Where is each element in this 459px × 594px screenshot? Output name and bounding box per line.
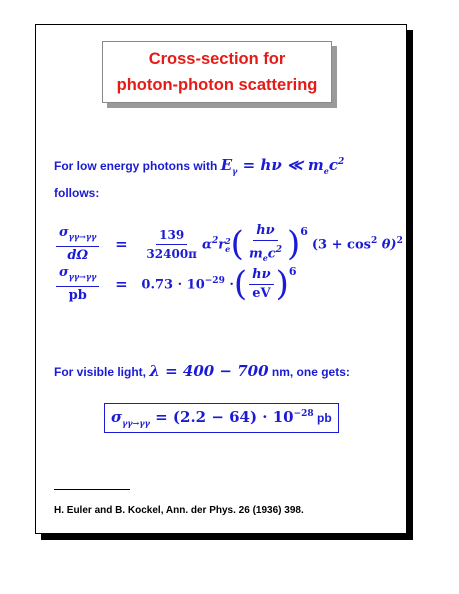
speed-superscript: 2 xyxy=(275,245,282,255)
equation-cross-section-pb xyxy=(54,265,297,304)
footnote-citation: H. Euler and B. Kockel, Ann. der Phys. 26 (1936) 398. xyxy=(54,505,304,516)
mass-symbol: m xyxy=(248,246,263,262)
eq1-coefficient xyxy=(143,227,200,262)
eq1-angular-factor xyxy=(312,236,403,252)
eq1-close-paren: ) xyxy=(286,224,301,265)
eq2-coefficient xyxy=(141,276,233,292)
eq2-lhs-numerator xyxy=(56,265,99,287)
theta-symbol: θ) xyxy=(377,237,397,253)
eq1-lhs-numerator xyxy=(56,225,99,247)
eq2-open-paren: ( xyxy=(233,264,248,305)
angular-factor-power: 2 xyxy=(396,236,403,247)
sigma-subscript: γγ→γγ xyxy=(68,231,97,242)
sigma-subscript: γγ→γγ xyxy=(68,271,97,282)
result-value xyxy=(150,408,314,426)
visible-suffix: nm, one gets: xyxy=(268,365,350,379)
result-range: = (2.2 − 64) · 10 xyxy=(149,408,294,426)
radius-subscript: e xyxy=(225,243,231,254)
eq1-coef-numerator: 139 xyxy=(156,227,187,245)
eq2-dot: · xyxy=(224,277,234,293)
title-line-1: Cross-section for xyxy=(148,50,286,68)
sigma-symbol: σ xyxy=(111,408,123,426)
eq2-paren-numerator: hν xyxy=(249,267,273,285)
eq2-paren-denominator: eV xyxy=(252,285,271,301)
electron-subscript: e xyxy=(323,166,329,176)
result-exponent: −28 xyxy=(293,409,314,419)
alpha-symbol: α xyxy=(201,237,212,253)
intro-lead: For low energy photons with xyxy=(54,159,218,173)
visible-prefix: For visible light, xyxy=(54,365,147,379)
title-line-2: photon-photon scattering xyxy=(116,76,318,94)
sigma-symbol: σ xyxy=(59,265,69,280)
energy-relation xyxy=(221,156,345,174)
eq2-lhs-denominator: pb xyxy=(68,287,87,303)
slide xyxy=(35,24,407,534)
eq1-equals: = xyxy=(115,235,128,254)
light-speed: c xyxy=(328,156,338,174)
energy-superscript: 2 xyxy=(338,157,345,167)
energy-middle: = hν ≪ m xyxy=(237,156,324,174)
sigma-subscript: γγ→γγ xyxy=(122,418,150,428)
energy-subscript: γ xyxy=(232,166,238,176)
radius-superscript: 2 xyxy=(225,235,231,246)
sigma-symbol: σ xyxy=(59,225,69,241)
radius-symbol: r xyxy=(218,237,226,253)
footnote-rule xyxy=(54,489,130,490)
eq1-paren-denominator xyxy=(246,241,285,266)
eq1-paren-fraction xyxy=(246,223,285,266)
eq2-equals: = xyxy=(115,275,128,294)
eq1-alpha-r xyxy=(202,236,231,253)
cos-superscript: 2 xyxy=(370,236,378,247)
eq1-open-paren: ( xyxy=(230,224,244,265)
equation-differential-cross-section xyxy=(54,223,403,266)
eq2-lhs-fraction xyxy=(56,265,99,304)
eq1-lhs-fraction xyxy=(56,225,99,264)
intro-follows: follows: xyxy=(54,186,100,200)
eq2-coef-exponent: −29 xyxy=(204,276,225,287)
eq2-paren-fraction xyxy=(249,267,273,302)
wavelength-range: λ = 400 − 700 xyxy=(149,362,269,380)
eq1-lhs-denominator: dΩ xyxy=(67,247,89,263)
title-box xyxy=(102,41,332,103)
result-unit: pb xyxy=(313,411,332,425)
result-sigma xyxy=(111,408,150,426)
eq2-coef-base: 0.73 · 10 xyxy=(141,277,205,293)
visible-light-text xyxy=(54,359,399,384)
alpha-superscript: 2 xyxy=(211,236,219,247)
eq2-power: 6 xyxy=(288,264,297,278)
eq1-coef-denominator: 32400π xyxy=(146,246,197,261)
energy-symbol: E xyxy=(220,156,233,174)
eq1-paren-numerator: hν xyxy=(253,223,277,241)
eq1-power: 6 xyxy=(300,224,308,238)
intro-text xyxy=(54,151,399,204)
result-box xyxy=(104,403,339,433)
mass-subscript: e xyxy=(262,252,268,263)
angular-factor-open: (3 + cos xyxy=(311,237,371,253)
speed-symbol: c xyxy=(267,246,276,262)
eq2-close-paren: ) xyxy=(275,264,289,305)
